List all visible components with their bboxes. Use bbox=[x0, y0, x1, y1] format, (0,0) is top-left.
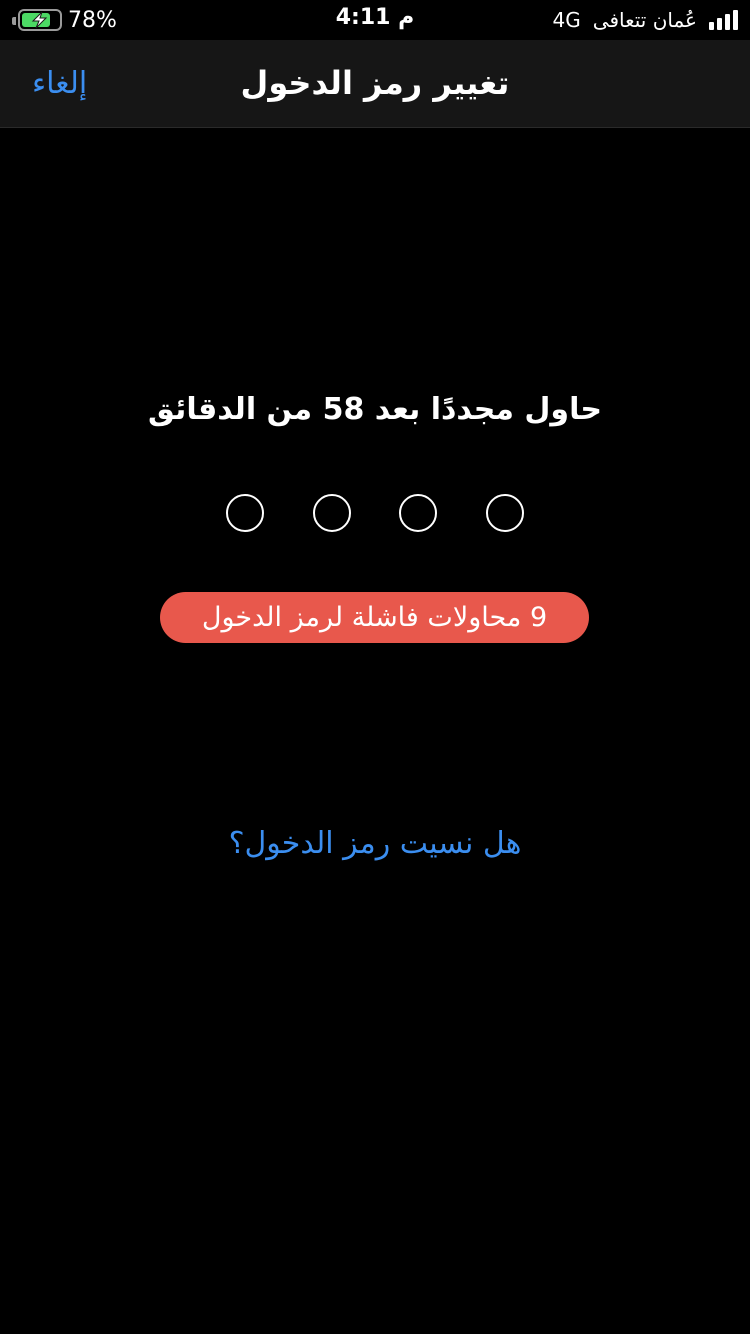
carrier-name: عُمان تتعافى bbox=[592, 8, 697, 32]
forgot-passcode-link[interactable]: هل نسيت رمز الدخول؟ bbox=[228, 826, 522, 861]
network-type: 4G bbox=[552, 8, 581, 32]
navigation-bar bbox=[0, 40, 750, 128]
carrier-group bbox=[553, 7, 738, 33]
passcode-dot bbox=[226, 494, 264, 532]
signal-bar bbox=[709, 22, 714, 30]
page-title: تغيير رمز الدخول bbox=[240, 64, 510, 102]
passcode-dot bbox=[399, 494, 437, 532]
signal-bar bbox=[717, 18, 722, 30]
signal-bars-icon bbox=[709, 10, 738, 30]
passcode-dot bbox=[486, 494, 524, 532]
failed-attempts-badge: 9 محاولات فاشلة لرمز الدخول bbox=[160, 592, 589, 643]
battery-percent: 78% bbox=[68, 7, 117, 33]
status-time: 4:11 م bbox=[335, 5, 415, 30]
passcode-dot bbox=[313, 494, 351, 532]
cancel-button[interactable]: إلغاء bbox=[32, 66, 88, 101]
lockout-message: حاول مجددًا بعد 58 من الدقائق bbox=[148, 392, 602, 427]
signal-bar bbox=[725, 14, 730, 30]
signal-bar bbox=[733, 10, 738, 30]
status-bar bbox=[0, 0, 750, 40]
passcode-dots bbox=[226, 494, 524, 532]
